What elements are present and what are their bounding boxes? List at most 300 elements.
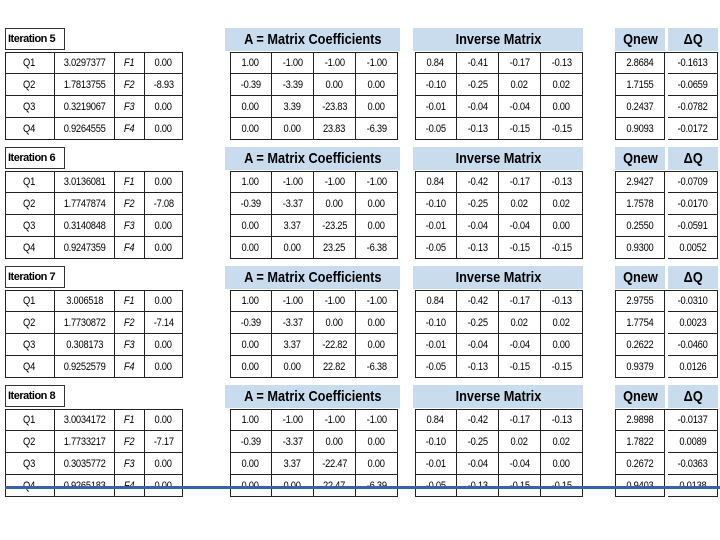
table-cell: [457, 215, 499, 237]
cell-text: 0.00: [552, 457, 571, 470]
table-cell: [499, 409, 541, 431]
cell-text: -7.17: [153, 435, 174, 448]
qnew-header-text: Qnew: [622, 388, 658, 405]
table-cell: [145, 52, 183, 74]
cell-text: 0.0126: [678, 360, 707, 373]
cell-text: 1.7733217: [63, 435, 106, 448]
table-cell: [668, 290, 718, 312]
table-cell: [230, 237, 272, 259]
table-cell: [5, 290, 55, 312]
table-cell: [415, 52, 457, 74]
table-cell: [356, 356, 398, 378]
cell-text: -3.37: [282, 316, 303, 329]
inverse-header: [413, 385, 583, 408]
cell-text: -3.39: [282, 78, 303, 91]
cell-text: 0.00: [154, 413, 173, 426]
bottom-rule: [5, 486, 720, 489]
cell-text: 0.9264555: [63, 122, 106, 135]
cell-text: -0.04: [509, 457, 530, 470]
cell-text: -0.17: [509, 413, 530, 426]
table-cell: [415, 118, 457, 140]
table-cell: [541, 96, 583, 118]
table-cell: [415, 431, 457, 453]
table-cell: [356, 215, 398, 237]
cell-text: 2.9755: [625, 294, 654, 307]
cell-text: 3.0034172: [63, 413, 106, 426]
table-cell: [499, 96, 541, 118]
cell-text: F1: [124, 413, 135, 426]
table-cell: [615, 74, 665, 96]
qnew-header-text: Qnew: [622, 269, 658, 286]
cell-text: 0.00: [283, 241, 302, 254]
table-cell: [668, 334, 718, 356]
inverse-header: [413, 28, 583, 51]
table-cell: [615, 453, 665, 475]
cell-text: -0.17: [509, 56, 530, 69]
cell-text: 1.00: [241, 175, 260, 188]
dq-header-text: ΔQ: [683, 31, 703, 48]
table-cell: [230, 215, 272, 237]
cell-text: 0.2550: [625, 219, 654, 232]
table-cell: [272, 453, 314, 475]
table-cell: [145, 171, 183, 193]
cell-text: F4: [124, 360, 135, 373]
cell-text: -0.15: [509, 241, 530, 254]
table-cell: [55, 453, 115, 475]
table-cell: [230, 409, 272, 431]
cell-text: -1.00: [282, 413, 303, 426]
cell-text: 0.00: [367, 435, 386, 448]
cell-text: -0.04: [467, 338, 488, 351]
cell-text: -0.05: [425, 241, 446, 254]
cell-text: 0.00: [367, 197, 386, 210]
table-cell: [145, 312, 183, 334]
table-cell: [5, 193, 55, 215]
cell-text: 0.9247359: [63, 241, 106, 254]
cell-text: 0.00: [367, 100, 386, 113]
table-cell: [230, 193, 272, 215]
cell-text: -1.00: [366, 413, 387, 426]
cell-text: Q4: [23, 241, 36, 254]
cell-text: 0.00: [154, 56, 173, 69]
matrix-header-text: A = Matrix Coefficients: [243, 388, 382, 405]
cell-text: 0.84: [426, 175, 445, 188]
cell-text: -0.25: [467, 435, 488, 448]
table-cell: [356, 237, 398, 259]
cell-text: 1.00: [241, 413, 260, 426]
table-cell: [230, 52, 272, 74]
cell-text: 2.9427: [625, 175, 654, 188]
cell-text: 23.83: [323, 122, 346, 135]
cell-text: F1: [124, 175, 135, 188]
table-cell: [272, 96, 314, 118]
table-cell: [457, 74, 499, 96]
table-cell: [457, 356, 499, 378]
table-cell: [55, 74, 115, 96]
table-cell: [55, 431, 115, 453]
table-cell: [314, 237, 356, 259]
table-cell: [615, 409, 665, 431]
table-cell: [541, 334, 583, 356]
cell-text: 0.3035772: [63, 457, 106, 470]
cell-text: -0.04: [509, 100, 530, 113]
table-cell: [145, 96, 183, 118]
table-cell: [5, 334, 55, 356]
table-cell: [541, 312, 583, 334]
cell-text: -0.17: [509, 175, 530, 188]
table-cell: [314, 356, 356, 378]
table-cell: [5, 215, 55, 237]
cell-text: F3: [124, 219, 135, 232]
cell-text: 0.3219067: [63, 100, 106, 113]
table-cell: [5, 96, 55, 118]
table-cell: [314, 118, 356, 140]
cell-text: -0.13: [551, 56, 572, 69]
cell-text: Q1: [23, 294, 36, 307]
matrix-header: [225, 28, 400, 51]
cell-text: 1.7822: [625, 435, 654, 448]
cell-text: 0.00: [241, 241, 260, 254]
table-cell: [230, 290, 272, 312]
qnew-header-text: Qnew: [622, 150, 658, 167]
table-cell: [145, 290, 183, 312]
cell-text: 2.9898: [625, 413, 654, 426]
cell-text: -6.38: [366, 241, 387, 254]
table-cell: [145, 74, 183, 96]
table-cell: [115, 74, 145, 96]
iteration-block: [5, 25, 720, 142]
cell-text: 0.9300: [625, 241, 654, 254]
cell-text: -0.0591: [677, 219, 708, 232]
matrix-header-text: A = Matrix Coefficients: [243, 31, 382, 48]
table-cell: [615, 96, 665, 118]
cell-text: 0.00: [154, 360, 173, 373]
table-cell: [668, 118, 718, 140]
cell-text: 1.7578: [625, 197, 654, 210]
table-cell: [499, 453, 541, 475]
cell-text: 0.9379: [625, 360, 654, 373]
table-cell: [415, 453, 457, 475]
cell-text: 0.2672: [625, 457, 654, 470]
table-cell: [457, 409, 499, 431]
cell-text: -0.17: [509, 294, 530, 307]
table-cell: [415, 74, 457, 96]
cell-text: Q3: [23, 457, 36, 470]
table-cell: [457, 453, 499, 475]
table-cell: [415, 215, 457, 237]
matrix-header: [225, 266, 400, 289]
table-cell: [457, 96, 499, 118]
table-cell: [499, 312, 541, 334]
cell-text: -0.15: [551, 122, 572, 135]
cell-text: -6.38: [366, 360, 387, 373]
cell-text: F2: [124, 197, 135, 210]
table-cell: [615, 52, 665, 74]
cell-text: -0.39: [240, 78, 261, 91]
cell-text: -0.15: [551, 241, 572, 254]
table-cell: [457, 171, 499, 193]
cell-text: 23.25: [323, 241, 346, 254]
cell-text: 3.39: [283, 100, 302, 113]
cell-text: 3.006518: [66, 294, 103, 307]
table-cell: [541, 290, 583, 312]
table-cell: [541, 52, 583, 74]
cell-text: 0.0052: [678, 241, 707, 254]
table-cell: [145, 356, 183, 378]
table-cell: [115, 96, 145, 118]
cell-text: 0.00: [241, 457, 260, 470]
cell-text: -1.00: [324, 294, 345, 307]
table-cell: [615, 215, 665, 237]
table-cell: [314, 96, 356, 118]
dq-header-text: ΔQ: [683, 150, 703, 167]
cell-text: -0.01: [425, 338, 446, 351]
cell-text: -1.00: [282, 294, 303, 307]
cell-text: 0.00: [241, 122, 260, 135]
cell-text: 0.00: [325, 197, 344, 210]
table-cell: [356, 290, 398, 312]
table-cell: [145, 193, 183, 215]
table-cell: [615, 171, 665, 193]
cell-text: -1.00: [324, 56, 345, 69]
table-cell: [668, 171, 718, 193]
cell-text: -7.08: [153, 197, 174, 210]
cell-text: -0.25: [467, 316, 488, 329]
iteration-block: [5, 144, 720, 261]
table-cell: [314, 215, 356, 237]
qnew-header: [615, 385, 665, 408]
cell-text: F4: [124, 122, 135, 135]
cell-text: 0.00: [367, 338, 386, 351]
table-cell: [115, 409, 145, 431]
cell-text: -0.13: [551, 175, 572, 188]
cell-text: F1: [124, 56, 135, 69]
cell-text: -1.00: [366, 175, 387, 188]
cell-text: -23.83: [322, 100, 347, 113]
cell-text: 0.84: [426, 56, 445, 69]
table-cell: [668, 215, 718, 237]
table-cell: [5, 74, 55, 96]
table-cell: [314, 171, 356, 193]
table-cell: [272, 290, 314, 312]
cell-text: -0.01: [425, 219, 446, 232]
cell-text: -0.04: [509, 338, 530, 351]
table-cell: [145, 431, 183, 453]
cell-text: 0.00: [154, 175, 173, 188]
cell-text: -0.42: [467, 175, 488, 188]
table-cell: [415, 409, 457, 431]
cell-text: 0.02: [552, 197, 571, 210]
cell-text: 0.02: [510, 435, 529, 448]
cell-text: Q4: [23, 122, 36, 135]
cell-text: Q1: [23, 413, 36, 426]
table-cell: [115, 290, 145, 312]
cell-text: 0.02: [510, 316, 529, 329]
cell-text: -8.93: [153, 78, 174, 91]
cell-text: 0.00: [367, 78, 386, 91]
cell-text: 0.00: [154, 338, 173, 351]
table-cell: [541, 356, 583, 378]
cell-text: Q2: [23, 78, 36, 91]
table-cell: [668, 453, 718, 475]
cell-text: -0.41: [467, 56, 488, 69]
cell-text: F1: [124, 294, 135, 307]
table-cell: [499, 215, 541, 237]
cell-text: -22.82: [322, 338, 347, 351]
cell-text: -1.00: [324, 175, 345, 188]
cell-text: 0.00: [325, 78, 344, 91]
cell-text: 1.7754: [625, 316, 654, 329]
cell-text: 0.00: [367, 457, 386, 470]
dq-header: [668, 147, 718, 170]
table-cell: [230, 334, 272, 356]
matrix-header-text: A = Matrix Coefficients: [243, 150, 382, 167]
table-cell: [356, 96, 398, 118]
matrix-header: [225, 385, 400, 408]
table-cell: [356, 334, 398, 356]
cell-text: Q2: [23, 197, 36, 210]
cell-text: 0.00: [154, 100, 173, 113]
cell-text: -0.13: [467, 122, 488, 135]
table-cell: [55, 356, 115, 378]
cell-text: 0.00: [154, 457, 173, 470]
table-cell: [356, 409, 398, 431]
cell-text: -0.13: [551, 294, 572, 307]
table-cell: [230, 74, 272, 96]
cell-text: 0.00: [367, 219, 386, 232]
table-cell: [541, 431, 583, 453]
table-cell: [115, 237, 145, 259]
cell-text: F3: [124, 100, 135, 113]
cell-text: -0.42: [467, 413, 488, 426]
table-cell: [457, 290, 499, 312]
cell-text: 1.7730872: [63, 316, 106, 329]
table-cell: [115, 312, 145, 334]
table-cell: [356, 118, 398, 140]
cell-text: Q3: [23, 338, 36, 351]
table-cell: [314, 193, 356, 215]
inverse-header: [413, 147, 583, 170]
table-cell: [115, 171, 145, 193]
cell-text: 0.00: [325, 435, 344, 448]
cell-text: 0.02: [552, 78, 571, 91]
table-cell: [272, 431, 314, 453]
cell-text: -0.01: [425, 457, 446, 470]
inverse-header: [413, 266, 583, 289]
cell-text: -0.04: [467, 457, 488, 470]
table-cell: [499, 171, 541, 193]
table-cell: [115, 334, 145, 356]
cell-text: -0.13: [467, 360, 488, 373]
cell-text: 0.02: [510, 78, 529, 91]
cell-text: -0.0709: [677, 175, 708, 188]
cell-text: -0.0363: [677, 457, 708, 470]
cell-text: -0.13: [467, 241, 488, 254]
table-cell: [415, 312, 457, 334]
table-cell: [55, 118, 115, 140]
cell-text: -0.39: [240, 197, 261, 210]
cell-text: 0.2437: [625, 100, 654, 113]
cell-text: -0.0460: [677, 338, 708, 351]
table-cell: [615, 290, 665, 312]
table-cell: [356, 74, 398, 96]
table-cell: [5, 312, 55, 334]
cell-text: 0.84: [426, 413, 445, 426]
cell-text: 0.00: [367, 316, 386, 329]
dq-header: [668, 385, 718, 408]
table-cell: [499, 193, 541, 215]
table-cell: [115, 52, 145, 74]
cell-text: F3: [124, 338, 135, 351]
cell-text: Q4: [23, 360, 36, 373]
cell-text: -23.25: [322, 219, 347, 232]
inverse-header-text: Inverse Matrix: [455, 150, 541, 167]
table-cell: [5, 237, 55, 259]
cell-text: 3.37: [283, 457, 302, 470]
table-cell: [668, 193, 718, 215]
cell-text: 3.37: [283, 219, 302, 232]
cell-text: -0.10: [425, 78, 446, 91]
table-cell: [615, 193, 665, 215]
cell-text: F3: [124, 457, 135, 470]
cell-text: -3.37: [282, 197, 303, 210]
cell-text: 0.00: [552, 219, 571, 232]
cell-text: -1.00: [282, 56, 303, 69]
table-cell: [115, 215, 145, 237]
cell-text: 1.00: [241, 56, 260, 69]
table-cell: [314, 453, 356, 475]
cell-text: F2: [124, 78, 135, 91]
table-cell: [314, 74, 356, 96]
cell-text: -0.25: [467, 197, 488, 210]
inverse-header-text: Inverse Matrix: [455, 31, 541, 48]
table-cell: [55, 171, 115, 193]
cell-text: 1.7813755: [63, 78, 106, 91]
cell-text: 1.00: [241, 294, 260, 307]
cell-text: -0.01: [425, 100, 446, 113]
cell-text: 0.02: [552, 316, 571, 329]
table-cell: [230, 171, 272, 193]
table-cell: [115, 193, 145, 215]
cell-text: 0.2622: [625, 338, 654, 351]
qnew-header: [615, 147, 665, 170]
cell-text: 3.0136081: [63, 175, 106, 188]
table-cell: [541, 193, 583, 215]
cell-text: -1.00: [282, 175, 303, 188]
cell-text: -0.0310: [677, 294, 708, 307]
cell-text: -0.05: [425, 360, 446, 373]
matrix-header-text: A = Matrix Coefficients: [243, 269, 382, 286]
table-cell: [145, 409, 183, 431]
table-cell: [145, 118, 183, 140]
table-cell: [457, 431, 499, 453]
table-cell: [541, 215, 583, 237]
cell-text: -3.37: [282, 435, 303, 448]
table-cell: [145, 237, 183, 259]
table-cell: [115, 453, 145, 475]
table-cell: [314, 431, 356, 453]
qnew-header: [615, 28, 665, 51]
cell-text: 0.0089: [678, 435, 707, 448]
iteration-block: [5, 382, 720, 499]
table-cell: [457, 312, 499, 334]
table-cell: [55, 52, 115, 74]
spreadsheet: [5, 25, 720, 490]
table-cell: [314, 312, 356, 334]
table-cell: [356, 52, 398, 74]
table-cell: [230, 356, 272, 378]
cell-text: 0.00: [241, 338, 260, 351]
